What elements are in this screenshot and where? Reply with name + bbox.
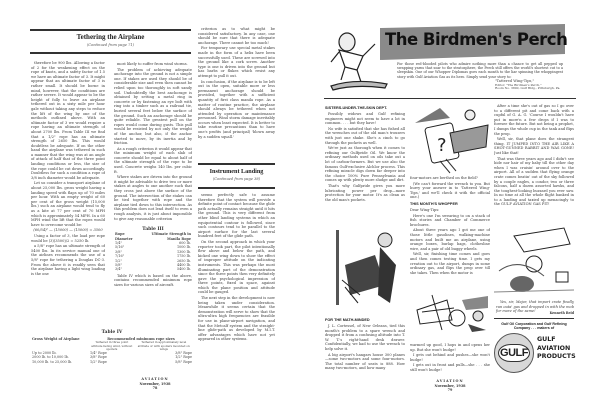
flying-crate-illustration: [494, 226, 574, 296]
pilot-on-plank-icon: [331, 33, 387, 90]
paragraph: therefore be 900 lbs. Allowing a factor of 2 for the weakening effect on the rope of knots, and a safety factor of 1.5 we have an ultimate factor of 3. It might appear that an ultimate factor of 3 is rather small. It should be borne in mind, however, that the conditions are rather severe. It would appear to be the height of folly to leave an airplane tethered out in a sixty mile per hour gale without taking any steps to reduce the lift of the wing by one of the methods outlined above. With an ultimate factor of 3 we would require a rope having an ultimate strength of about 2700 lbs. From Table III we find that a 1/2" rope has an ultimate strength of 2650 lbs. This would doubtless be adequate. If on the other hand the airplane was tethered in such a manner that the wing was at an angle of attack of half that of the three point landing conditions or less, the size of the rope could be cut down accordingly. Doubtless for such a condition a rope of 3/8 inch diameter would be adequate.: [31, 61, 105, 180]
table-3: [114, 232, 192, 272]
issue-date: November, 1938: [139, 381, 171, 386]
table-row: 5/8" 4400 lb.: [115, 263, 191, 268]
il-rule-top: [198, 163, 275, 165]
formula: (60/54)² — (15000) — (15000) = 3500: [33, 228, 103, 233]
paragraph: J. L. Cortessel, of New Orleans, tied this month's problem to a spare wrench and dropped it from a confusing altitude into T. W. T.'s right-hand desk drawer. Confidentially, we had to use the wrench to help solve it.: [325, 324, 405, 351]
ad-tagline: Gulf Oil Corporation and Gulf Refining Company . . . makers of: [501, 322, 567, 331]
paragraph: Where stakes are driven into the ground it might be advisable to drive two or more stakes at angles to one another such that they cross just above the surface of the ground. The intersection of the stakes can be tied together with rope and the airplane tied down to this intersection. As this problem does not lend itself to even a rough analysis, it is just about impossible to give any reasonable criterion: [114, 175, 192, 221]
page-number: 79: [447, 388, 453, 392]
pulling-airplane-illustration: [412, 290, 490, 334]
paragraph: Well, sir, that plane does the strangest thing. IT JUMPED INTO THE AIR LIKE A SHOT-GUNNED RABBIT AND WAS GONE! Just like that!: [494, 137, 574, 155]
instrument-landing-text: [198, 193, 275, 368]
table-row: 5/16" 1000 lb.: [115, 245, 191, 250]
table-row: 1/2" 2650 lb.: [115, 258, 191, 263]
table-row: 7/16" 1750 lb.: [115, 254, 191, 259]
paragraph: criterion as to what might be considered satisfactory. In any case, one should be sure that there is adequate anchorage. There cannot be too much!: [198, 27, 275, 45]
section-rule: [324, 98, 576, 99]
magazine-name: AVIATION: [436, 379, 464, 383]
table-4: [31, 330, 193, 364]
paragraph: four-motors are berthed on the field?: [410, 176, 478, 180]
paragraph: Using a factor of 3, the load per rope would be (3)(3500)/2 = 5250 lb.: [31, 233, 105, 243]
paragraph: most likely to suffer from wind storms.: [117, 62, 188, 66]
birdmens-perch-banner: [325, 22, 568, 92]
il-rule-bottom: [198, 187, 275, 189]
paragraph: a 5/8" rope has an ultimate strength of 5400 lbs. In its service manual one of the airlines recommends the use of a 5/8" rope for tethering a Douglas DC-3. From the above it is readily seen that the airplane having a light wing loading is the one: [31, 244, 105, 276]
cartoon-caption: Yes, sir, Major, that import crate finally ran outa' gas and dropped in with the mob for more of the same!: [496, 300, 574, 314]
paragraph: About three years ago I got me one of those little gasolines, walking-machine motors and built me an airplane, using orange boxes, burlap bags, clothesline wire, and a pair of old buggy wheels.: [410, 228, 490, 251]
instrument-landing-title: Instrument Landing: [209, 168, 264, 175]
ad-rule: [494, 318, 574, 319]
svg-text:?: ?: [437, 135, 447, 156]
math-section: [325, 316, 405, 374]
paragraph: seems perfectly safe to assume therefore that the system will provide a definite point of contact because the glide path actually remains straight until it hits the ground. This is very different from other blind landing systems in which an equipotential contour is followed, since such contours tend to be parallel to the airport surface for the last several hundred feet of the glide path.: [198, 193, 275, 239]
gulf-logo-text: GULF: [498, 344, 530, 362]
table-subheader: Tethered in approximately level attitude or with spoilers mounted on wings: [137, 340, 190, 351]
paragraph: Let us consider a transport airplane of about 25,000 lbs. gross weight having a landing speed with flaps up of 70 miles per hour. With an empty weight of 60 per cent of the gross weight (15,000 lbs.) such an airplane would tend to fly as a kite at 77 per cent of 70 MPH which is approximately 54 MPH. In a 60 MPH wind the lift that the ropes would have to overcome would be:: [31, 181, 105, 227]
table-row: 1/4" 600 lb.: [115, 241, 191, 245]
table-header: Ultimate Strength in Manila Rope: [151, 232, 191, 241]
left-column-1: [31, 61, 105, 323]
table-row: Up to 2000 lb. 1/4" Rope 3/8" Rope: [32, 351, 192, 356]
gulf-logo: [494, 333, 534, 373]
table-4-title: Table IV: [101, 330, 123, 335]
page-number: 78: [152, 386, 158, 390]
header-rule-bottom: [30, 52, 191, 54]
section-heading: FOR THE MATH-MINDED: [325, 318, 370, 322]
issue-date: November, 1938: [434, 383, 466, 388]
paragraph: That was three years ago and I didn't see hide nor hair of my baby till the other day when I was cruisin' around over to the airport. All of a sudden that flying orange crate comes beatin' out of the sky followed by a couple eagles, a condor, two or three falcons, half a dozen assorted hawks, and the toughest-looking buzzard you ever saw. In no time at all the whole flight banked in to a landing and taxied up menacingly to the GULF AVIATION GAS PIT!: [494, 156, 574, 207]
header-rule-top: [30, 29, 191, 31]
table-row: 3/8" 1300 lb.: [115, 249, 191, 254]
paragraph: As a rough criterion it would appear that the minimum weight of each slab of concrete should be equal to about half of the ultimate strength of the rope to be used. Concrete weighs 140 lbs. per cubic ft.: [114, 146, 192, 174]
right-column-1: [325, 104, 405, 222]
section-heading: THIS MONTH'S WHOPPER: [410, 201, 458, 206]
right-column-3: [494, 104, 574, 222]
paragraph: In conclusion, if the airplane is to be left out in the open, suitable more or less permanent anchorage should be provided, together with a sufficient quantity of first class manila rope. As a matter of routine practice, the airplane should always be tethered when not attended by operation or maintenance personnel. Wind storm damage inevitably occurs when least expected. It is better to take routine precautions than to have one's profits (and principal) 'blown away by a sudden squall.': [198, 79, 275, 139]
paragraph: The problem of achieving adequate anchorage into the ground is not a simple one. If stakes are used they should be of considerable size and even then cannot be relied upon too thoroughly in soft sandy soil. Undoubtedly the best anchorage is obtained by setting a metal ring in concrete or by fastening an eye bolt with ring into a timber such as a railroad tie, buried several feet below the surface of the ground. Such an anchorage should be quite reliable. The greatest pull on the ropes would come during gusts. This pull would be resisted by not only the weight of the anchor, but also, if the anchor started to move, by its inertia and by friction.: [114, 67, 192, 146]
table-row: 3/4" 5400 lb.: [115, 267, 191, 272]
salutation: Dear Wing-Tips:: [410, 207, 440, 212]
banner-title: The Birdmen's Perch: [385, 30, 568, 49]
section-heading: SISTERS-UNDER-THE-SKIN DEPT.: [325, 106, 388, 110]
paragraph: A big airport's hangars house 300 planes—some two-motors and some four-motors. The total number of seats is 888. How many two-motors, and how many: [325, 352, 405, 371]
paragraph: Here's one I'm swearing to on a stack of fish stories and Chamber of Commerce brochures.: [410, 213, 490, 227]
article-continued: (Continued from page 71): [86, 43, 135, 47]
math-cartoon-illustration: [330, 225, 405, 310]
paragraph: On the second approach in which your reporter took part, the pilot intentionally flew above and below the path, and kicked one wing down to show the effect of improper attitude on the indicating instruments. This was perhaps the most illuminating part of the demonstration since the three points then very definitely gave the psychological impression of three points, fixed in space, against which the plane position and attitude could be gauged.: [198, 239, 275, 295]
table-row: 10,000 lb. to 25,000 lb. 1/2" Rope 5/8" Rope: [32, 359, 192, 364]
mailing-address: "Tattered Wing-Tips," Editor, "The Birdmen's Perch," Room No. 3800, Gulf Bldg., Pittsburgh, Pa.: [495, 79, 561, 91]
paragraph: We're just as thorough when it comes to refining our Gulfpride Oil. We know the ordinary methods used on oils take out a lot of carbon-formers. But we use also the famous Gulf-exclusive Alchlor process. This refining miracle digs down far deeper into the choice 100% Pure Pennsylvania and comes up with plenty more sludge and dirt.: [325, 146, 405, 183]
paragraph: Well, sir, finishing time comes and goes and then comes testing time. I gets my creation out to the airport, dumps in some ordinary gas, and flips the prop over till she takes. Then when the motor is: [410, 252, 490, 275]
paragraph: Possibly widows and Gulf refining engineers might not seem to have a lot in common. . . . but they have!: [325, 112, 405, 126]
table-note: Table IV which is based on the above, contains recommended minimum rope sizes for various sizes of aircraft.: [114, 273, 192, 288]
table-header: Gross Weight of Airplane: [32, 337, 80, 341]
whopper-continued: [410, 343, 490, 375]
left-column-2: [114, 62, 192, 327]
paragraph: That's why Gulfpride gives you more lubricating power per drop—more protection for your motor. It's as clean as the old man's pockets.: [325, 183, 405, 202]
ad-product-name: GULF AVIATION PRODUCTS: [537, 336, 576, 360]
paragraph: After a time she's out of gas so I go over to a different pit and come back with a cupful of G. A. G. 'Course I wouldn't have put in more'n a few drops if I was to foresee the future. But not being a prophet, I dumps the whole cup in the tank and flips the prop.: [494, 104, 574, 136]
table-3-title: Table III: [142, 227, 164, 233]
table-header: Recommended minimum rope sizes: [107, 337, 175, 341]
right-column-2: [410, 176, 490, 284]
article-title: Tethering the Airplane: [76, 33, 145, 41]
paragraph: No wife is satisfied that she has fished all the wrenches out of the old man's trousers with just one shake. She's a cinch to go through the pockets as well.: [325, 126, 405, 145]
paragraph: For temporary use special metal stakes made in the form of a helix have been successfully used. These are screwed into the ground like a cork screw. Another type is one is driven into the ground but has barbs or flukes which resist any attempt to pull it out.: [198, 46, 275, 78]
left-footer: [130, 377, 180, 391]
paragraph: warmed up good, I hops in and opens her up. But she won't budge!: [410, 343, 490, 352]
table-row: 2000 lb. to 10,000 lb. 3/8" Rope 1/2" Rope: [32, 355, 192, 360]
left-column-3: [198, 27, 275, 150]
magazine-name: AVIATION: [141, 377, 169, 381]
table-header: Rope Diameter: [115, 232, 133, 241]
gulf-advertisement: [494, 322, 574, 376]
paragraph: I gets out behind and pushes—she won't budge!: [410, 353, 490, 362]
paragraph: The next step in the development is now being taken under consideration. Meanwhile it seems certain that the demonstration will serve to show that the ultra-ultra high frequencies are feasible for use in plane-airport navigation, and that the Metcalf system and the straight-line glide-path as developed by M.I.T. offer advantages which have not yet appeared in other systems.: [198, 296, 275, 342]
question-plane-illustration: [410, 103, 490, 175]
instrument-landing-continued: (Continued from page 38): [212, 177, 261, 181]
paragraph: I gets out in front and pulls—she . . . she still won't budge!: [410, 363, 490, 372]
table-subheader: Tethered in three point attitude facing wind, without spoilers: [91, 340, 133, 351]
right-footer: [425, 379, 475, 393]
banner-intro: For those red-blooded pilots who admire nothing more than a chance to get all pepped up swapping yarns that soar to the stratosphere, the Perch still offers the world's shortest cut to a sleepskin. One of our Whopper Diplomas goes each month to the liar spinning the whoppingest story with Gulf Aviation Gas as its hero. Simply send your story to:: [397, 62, 563, 79]
paragraph: (We can't forward the wrench to you. But hurry your answer in to 'Tattered Wing-Tips,' and we'll check it with the official one.): [410, 181, 490, 200]
artist-signature: Kenneth Reid: [549, 311, 574, 315]
